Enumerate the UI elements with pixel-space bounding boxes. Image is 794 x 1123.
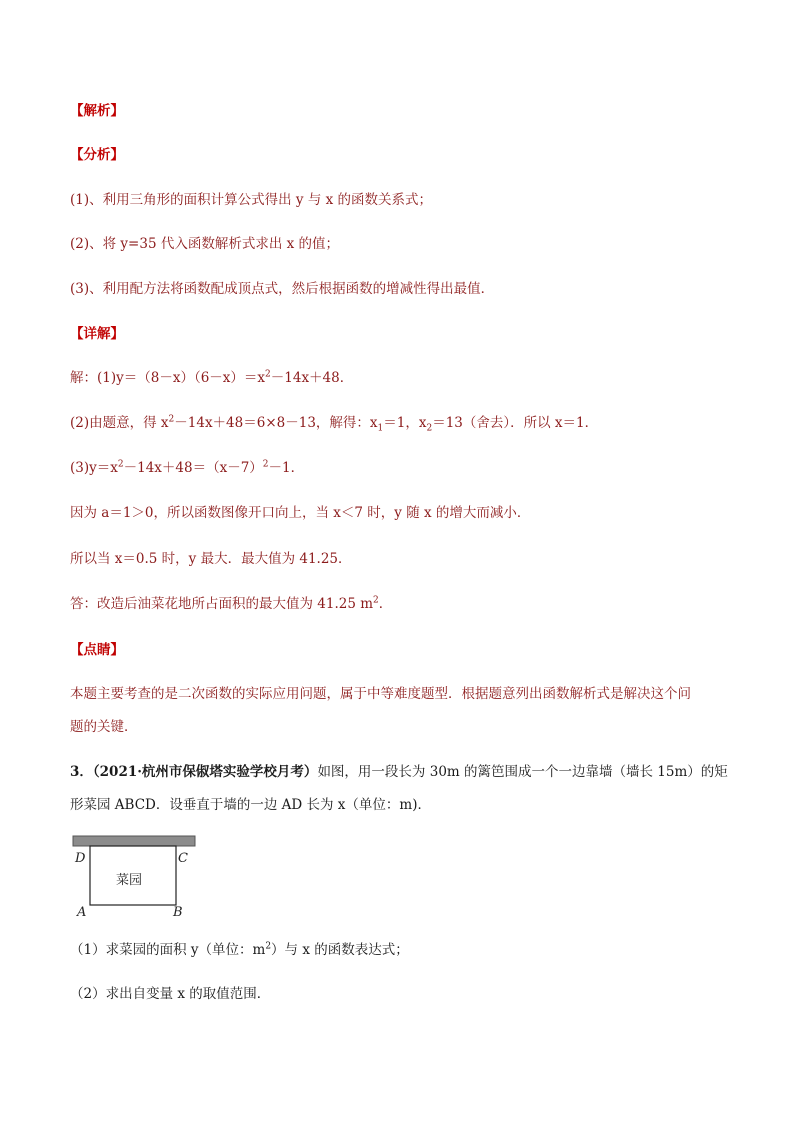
question-3-line-1: 3．（2021·杭州市保俶塔实验学校月考）如图，用一段长为 30m 的篱笆围成一个一边靠墙（墙长 15m）的矩 [70, 764, 728, 780]
dianjing-line-2: 题的关键． [70, 719, 138, 735]
garden-label: 菜园 [116, 873, 143, 888]
dianjing-line-1: 本题主要考查的是二次函数的实际应用问题，属于中等难度题型．根据题意列出函数解析式是解决这个问 [70, 686, 691, 702]
section-header-jiexi: 【解析】 [70, 103, 124, 119]
question-number: 3． [70, 764, 93, 780]
solution-line-3: $(3)y=x^2-14x+48=(x-7)^2-1$． [70, 459, 305, 476]
analysis-step-2: (2)、将 y=35 代入函数解析式求出 x 的值； [70, 236, 340, 252]
label-D: D [75, 851, 86, 866]
section-header-xiangjie: 【详解】 [70, 326, 124, 342]
section-header-dianjing: 【点睛】 [70, 642, 124, 658]
solution-line-2: (2)由题意，得 $x^2-14x+48=6\times 8-13$，解得：$x_1=1$，$x_2=13$（舍去）．所以 x＝1． [70, 414, 599, 434]
label-C: C [178, 851, 188, 866]
label-B: B [173, 905, 183, 920]
question-source: （2021·杭州市保俶塔实验学校月考） [92, 764, 318, 780]
question-3-line-2: 形菜园 ABCD．设垂直于墙的一边 AD 长为 x（单位：m)． [70, 797, 431, 813]
solution-because: 因为 a＝1＞0，所以函数图像开口向上，当 x＜7 时，y 随 x 的增大而减小． [70, 505, 531, 521]
solution-max: 所以当 x＝0.5 时，y 最大．最大值为 41.25． [70, 551, 352, 567]
analysis-step-3: (3)、利用配方法将函数配成顶点式，然后根据函数的增减性得出最值． [70, 281, 495, 297]
wall [73, 836, 195, 846]
question-3-part-1: （1）求菜园的面积 y（单位：$m^2$）与 x 的函数表达式； [70, 941, 409, 958]
solution-answer: 答：改造后油菜花地所占面积的最大值为 41.25 $m^2$． [70, 595, 393, 612]
question-3-part-2: （2）求出自变量 x 的取值范围． [70, 986, 271, 1002]
solution-line-1: 解：$(1)y=(8-x)(6-x)=x^2-14x+48$． [70, 369, 354, 386]
section-header-fenxi: 【分析】 [70, 147, 124, 163]
analysis-step-1: (1)、利用三角形的面积计算公式得出 y 与 x 的函数关系式； [70, 192, 433, 208]
garden-figure [66, 830, 206, 930]
label-A: A [77, 905, 87, 920]
